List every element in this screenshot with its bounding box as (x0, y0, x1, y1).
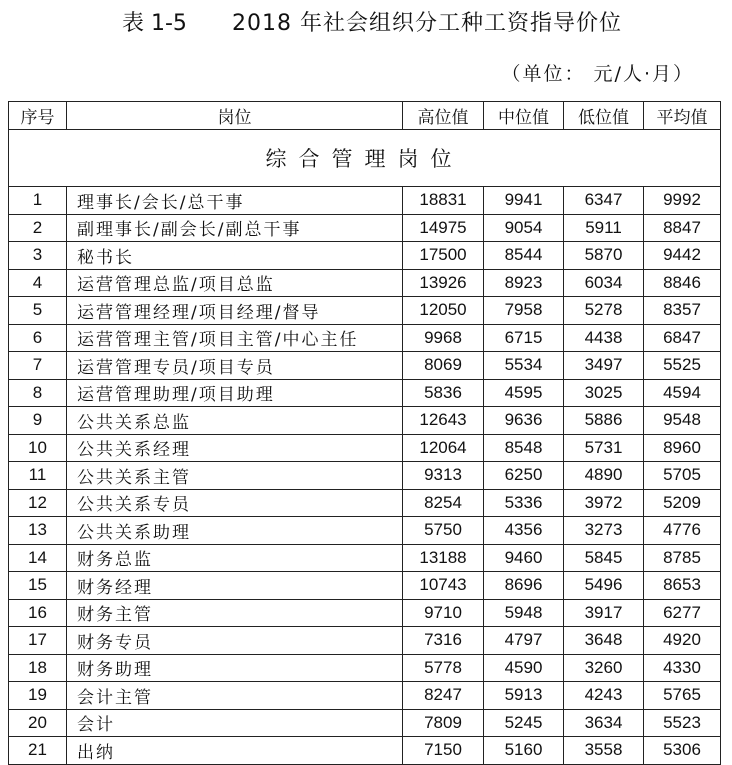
row-high: 12050 (403, 297, 484, 325)
row-low: 6034 (564, 269, 644, 297)
row-index: 4 (9, 269, 67, 297)
row-index: 14 (9, 544, 67, 572)
row-index: 10 (9, 434, 67, 462)
row-position: 运营管理主管/项目主管/中心主任 (67, 324, 403, 352)
table-number: 表 1-5 (122, 11, 187, 36)
table-row (9, 187, 721, 215)
row-high: 7316 (403, 627, 484, 655)
header-low: 低位值 (564, 102, 644, 130)
row-average: 5523 (644, 709, 721, 737)
row-index: 11 (9, 462, 67, 490)
row-average: 8653 (644, 572, 721, 600)
row-median: 5245 (484, 709, 564, 737)
row-position: 会计主管 (67, 682, 403, 710)
row-low: 3558 (564, 737, 644, 765)
row-average: 4920 (644, 627, 721, 655)
header-row (9, 102, 721, 130)
row-high: 13926 (403, 269, 484, 297)
row-high: 5778 (403, 654, 484, 682)
row-high: 18831 (403, 187, 484, 215)
row-median: 8544 (484, 242, 564, 270)
row-median: 9054 (484, 214, 564, 242)
row-high: 9710 (403, 599, 484, 627)
row-average: 4776 (644, 517, 721, 545)
header-position: 岗位 (67, 102, 403, 130)
row-index: 18 (9, 654, 67, 682)
row-low: 4243 (564, 682, 644, 710)
row-index: 19 (9, 682, 67, 710)
row-high: 12064 (403, 434, 484, 462)
row-low: 3025 (564, 379, 644, 407)
row-high: 8247 (403, 682, 484, 710)
row-median: 9941 (484, 187, 564, 215)
row-average: 4330 (644, 654, 721, 682)
row-low: 3972 (564, 489, 644, 517)
row-position: 公共关系总监 (67, 407, 403, 435)
row-position: 财务助理 (67, 654, 403, 682)
section-row (9, 130, 721, 187)
header-index: 序号 (9, 102, 67, 130)
row-low: 3260 (564, 654, 644, 682)
document-title (0, 6, 732, 42)
row-position: 财务专员 (67, 627, 403, 655)
row-position: 会计 (67, 709, 403, 737)
row-average: 6847 (644, 324, 721, 352)
row-high: 8254 (403, 489, 484, 517)
row-median: 6250 (484, 462, 564, 490)
row-position: 运营管理专员/项目专员 (67, 352, 403, 380)
row-high: 17500 (403, 242, 484, 270)
row-average: 5765 (644, 682, 721, 710)
row-position: 公共关系经理 (67, 434, 403, 462)
table-row (9, 269, 721, 297)
row-low: 5886 (564, 407, 644, 435)
row-average: 5306 (644, 737, 721, 765)
row-low: 5496 (564, 572, 644, 600)
row-index: 3 (9, 242, 67, 270)
row-index: 1 (9, 187, 67, 215)
row-index: 2 (9, 214, 67, 242)
row-high: 7809 (403, 709, 484, 737)
table-row (9, 599, 721, 627)
row-index: 7 (9, 352, 67, 380)
row-position: 公共关系主管 (67, 462, 403, 490)
row-index: 13 (9, 517, 67, 545)
row-median: 4595 (484, 379, 564, 407)
row-median: 6715 (484, 324, 564, 352)
row-index: 16 (9, 599, 67, 627)
table-row (9, 324, 721, 352)
row-position: 公共关系助理 (67, 517, 403, 545)
row-low: 5870 (564, 242, 644, 270)
row-average: 5705 (644, 462, 721, 490)
row-median: 8696 (484, 572, 564, 600)
row-index: 5 (9, 297, 67, 325)
row-average: 8847 (644, 214, 721, 242)
row-position: 出纳 (67, 737, 403, 765)
row-position: 副理事长/副会长/副总干事 (67, 214, 403, 242)
row-median: 9460 (484, 544, 564, 572)
row-high: 14975 (403, 214, 484, 242)
table-row (9, 517, 721, 545)
row-index: 15 (9, 572, 67, 600)
row-position: 运营管理总监/项目总监 (67, 269, 403, 297)
row-low: 3273 (564, 517, 644, 545)
row-high: 12643 (403, 407, 484, 435)
row-position: 运营管理经理/项目经理/督导 (67, 297, 403, 325)
header-high: 高位值 (403, 102, 484, 130)
row-low: 4890 (564, 462, 644, 490)
row-high: 13188 (403, 544, 484, 572)
row-position: 公共关系专员 (67, 489, 403, 517)
row-low: 3634 (564, 709, 644, 737)
row-high: 9313 (403, 462, 484, 490)
header-median: 中位值 (484, 102, 564, 130)
row-index: 9 (9, 407, 67, 435)
table-row (9, 654, 721, 682)
row-index: 20 (9, 709, 67, 737)
table-row (9, 572, 721, 600)
row-low: 5845 (564, 544, 644, 572)
row-position: 财务总监 (67, 544, 403, 572)
table-row (9, 709, 721, 737)
row-average: 8785 (644, 544, 721, 572)
row-position: 理事长/会长/总干事 (67, 187, 403, 215)
row-high: 9968 (403, 324, 484, 352)
row-median: 9636 (484, 407, 564, 435)
row-average: 9992 (644, 187, 721, 215)
row-high: 5836 (403, 379, 484, 407)
row-high: 10743 (403, 572, 484, 600)
row-median: 4797 (484, 627, 564, 655)
table-row (9, 242, 721, 270)
table-row (9, 214, 721, 242)
table-title: 2018 年社会组织分工种工资指导价位 (232, 11, 622, 36)
row-average: 6277 (644, 599, 721, 627)
row-position: 财务经理 (67, 572, 403, 600)
header-average: 平均值 (644, 102, 721, 130)
row-median: 8548 (484, 434, 564, 462)
table-row (9, 544, 721, 572)
row-index: 8 (9, 379, 67, 407)
row-low: 4438 (564, 324, 644, 352)
row-average: 9548 (644, 407, 721, 435)
row-median: 8923 (484, 269, 564, 297)
table-row (9, 379, 721, 407)
table-row (9, 297, 721, 325)
row-median: 5534 (484, 352, 564, 380)
row-low: 6347 (564, 187, 644, 215)
row-position: 运营管理助理/项目助理 (67, 379, 403, 407)
row-low: 3648 (564, 627, 644, 655)
table-row (9, 489, 721, 517)
row-median: 4356 (484, 517, 564, 545)
row-average: 8357 (644, 297, 721, 325)
row-average: 8846 (644, 269, 721, 297)
row-average: 5209 (644, 489, 721, 517)
row-median: 5913 (484, 682, 564, 710)
row-position: 财务主管 (67, 599, 403, 627)
table-row (9, 737, 721, 765)
row-index: 17 (9, 627, 67, 655)
row-median: 7958 (484, 297, 564, 325)
row-median: 5948 (484, 599, 564, 627)
row-index: 6 (9, 324, 67, 352)
row-average: 8960 (644, 434, 721, 462)
table-row (9, 352, 721, 380)
row-low: 5911 (564, 214, 644, 242)
table-row (9, 407, 721, 435)
row-low: 3917 (564, 599, 644, 627)
row-median: 4590 (484, 654, 564, 682)
section-title: 综合管理岗位 (9, 130, 721, 187)
table-row (9, 434, 721, 462)
salary-table (8, 101, 721, 765)
row-high: 8069 (403, 352, 484, 380)
row-median: 5160 (484, 737, 564, 765)
row-low: 5278 (564, 297, 644, 325)
row-low: 3497 (564, 352, 644, 380)
row-position: 秘书长 (67, 242, 403, 270)
row-average: 4594 (644, 379, 721, 407)
row-index: 21 (9, 737, 67, 765)
row-low: 5731 (564, 434, 644, 462)
unit-note: （单位： 元/人·月） (501, 63, 694, 85)
row-average: 5525 (644, 352, 721, 380)
table-row (9, 627, 721, 655)
row-median: 5336 (484, 489, 564, 517)
row-high: 7150 (403, 737, 484, 765)
row-high: 5750 (403, 517, 484, 545)
table-row (9, 462, 721, 490)
row-average: 9442 (644, 242, 721, 270)
table-row (9, 682, 721, 710)
row-index: 12 (9, 489, 67, 517)
